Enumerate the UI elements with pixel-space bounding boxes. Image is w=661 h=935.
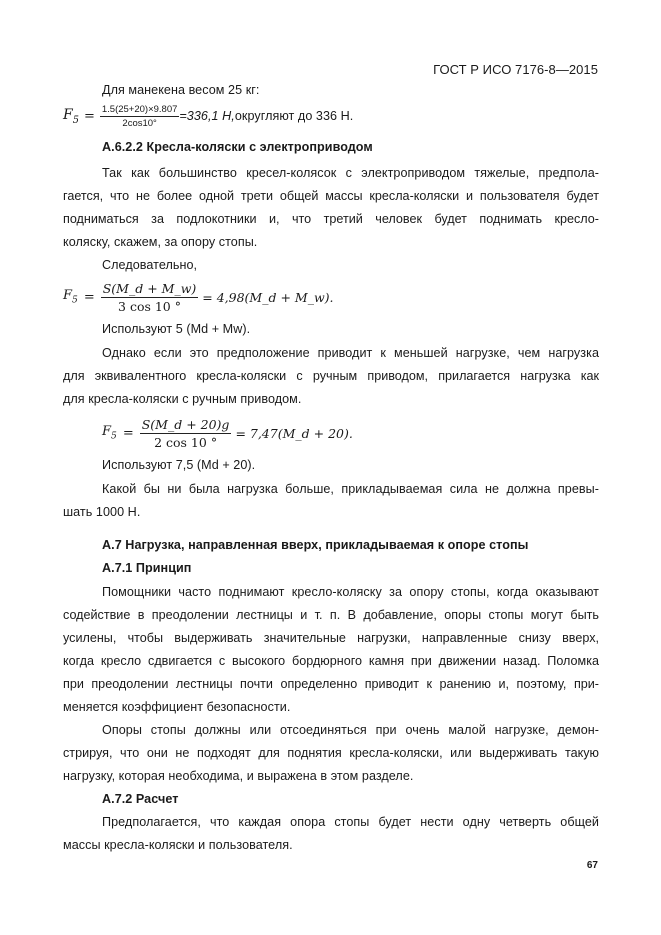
paragraph-use-5: Используют 5 (Md + Mw). (102, 322, 251, 336)
formula-1-lhs: $F_5$ (63, 106, 79, 126)
standard-header: ГОСТ Р ИСО 7176-8—2015 (433, 62, 598, 77)
paragraph-4-line-6: меняется коэффициент безопасности. (63, 700, 291, 714)
paragraph-mannequin: Для манекена весом 25 кг: (102, 83, 260, 97)
formula-3: $F_5$ = $\frac{S(M\_d + 20)g}{2 \cos 10 ^\circ}$ = 7,47(M_d + 20). (102, 416, 353, 450)
paragraph-6-line-1: Предполагается, что каждая опора стопы будет нести одну четверть общей (102, 815, 599, 829)
paragraph-1-line-2: гается, что не более одной трети общей массы кресла-коляски и пользователя будет (63, 189, 599, 203)
paragraph-3-line-1: Какой бы ни была нагрузка больше, прикладываемая сила не должна превы- (102, 482, 599, 496)
formula-3-fraction: $\frac{S(M\_d + 20)g}{2 \cos 10 ^\circ}$ (141, 416, 230, 450)
formula-1: $F_5$ = $\frac{1.5(25+20)\times 9.807}{2\cos 10^\circ}$ =336,1 Н, округляют до 336 Н. (63, 103, 354, 129)
paragraph-1-line-1: Так как большинство кресел-колясок с электроприводом тяжелые, предпола- (102, 166, 599, 180)
page-number: 67 (586, 860, 598, 871)
paragraph-4-line-5: при преодолении лестницы почти определенно приводит к ранению и, поэтому, при- (63, 677, 599, 691)
formula-1-result: =336,1 Н, (179, 109, 235, 123)
formula-1-rounding: округляют до 336 Н. (234, 109, 354, 123)
formula-3-rhs: = 7,47(M_d + 20). (235, 425, 353, 441)
paragraph-5-line-3: нагрузку, которая необходима, и выражена в этом разделе. (63, 769, 414, 783)
paragraph-therefore: Следовательно, (102, 258, 198, 272)
paragraph-2-line-3: для кресла-коляски с ручным приводом. (63, 392, 302, 406)
formula-2-fraction: $\frac{S(M\_d + M\_w)}{3 \cos 10 ^\circ}$ (102, 280, 197, 314)
formula-3-lhs: $F_5$ (102, 424, 117, 442)
paragraph-use-7-5: Используют 7,5 (Md + 20). (102, 458, 256, 472)
formula-2-rhs: = 4,98(M_d + M_w). (202, 289, 334, 305)
formula-1-fraction: $\frac{1.5(25+20)\times 9.807}{2\cos 10^\circ}$ (101, 103, 178, 129)
paragraph-5-line-1: Опоры стопы должны или отсоединяться при очень малой нагрузке, демон- (102, 723, 599, 737)
heading-a72: А.7.2 Расчет (102, 792, 179, 806)
paragraph-1-line-3: подниматься за подлокотники и, что третий человек будет поднимать кресло- (63, 212, 599, 226)
paragraph-4-line-4: когда кресло сдвигается с высокого бордюрного камня при движении назад. Поломка (63, 654, 599, 668)
paragraph-1-line-4: коляску, скажем, за опору стопы. (63, 235, 258, 249)
paragraph-3-line-2: шать 1000 Н. (63, 505, 141, 519)
paragraph-4-line-2: содействие в преодолении лестницы и т. п. В добавление, опоры стопы могут быть (63, 608, 599, 622)
formula-2: $F_5$ = $\frac{S(M\_d + M\_w)}{3 \cos 10 ^\circ}$ = 4,98(M_d + M_w). (63, 280, 334, 314)
paragraph-2-line-2: для эквивалентного кресла-коляски с ручным приводом, прилагается нагрузка как (63, 369, 599, 383)
paragraph-6-line-2: массы кресла-коляски и пользователя. (63, 838, 293, 852)
paragraph-4-line-3: усилены, чтобы выдерживать значительные нагрузки, направленные снизу вверх, (63, 631, 599, 645)
heading-a71: А.7.1 Принцип (102, 561, 192, 575)
paragraph-2-line-1: Однако если это предположение приводит к меньшей нагрузке, чем нагрузка (102, 346, 599, 360)
formula-2-lhs: $F_5$ (63, 288, 78, 306)
paragraph-5-line-2: стрируя, что они не подходят для поднятия кресла-коляски, или выдерживать такую (63, 746, 599, 760)
paragraph-4-line-1: Помощники часто поднимают кресло-коляску за опору стопы, когда оказывают (102, 585, 599, 599)
heading-a622: А.6.2.2 Кресла-коляски с электроприводом (102, 140, 373, 154)
heading-a7: А.7 Нагрузка, направленная вверх, прикладываемая к опоре стопы (102, 538, 529, 552)
